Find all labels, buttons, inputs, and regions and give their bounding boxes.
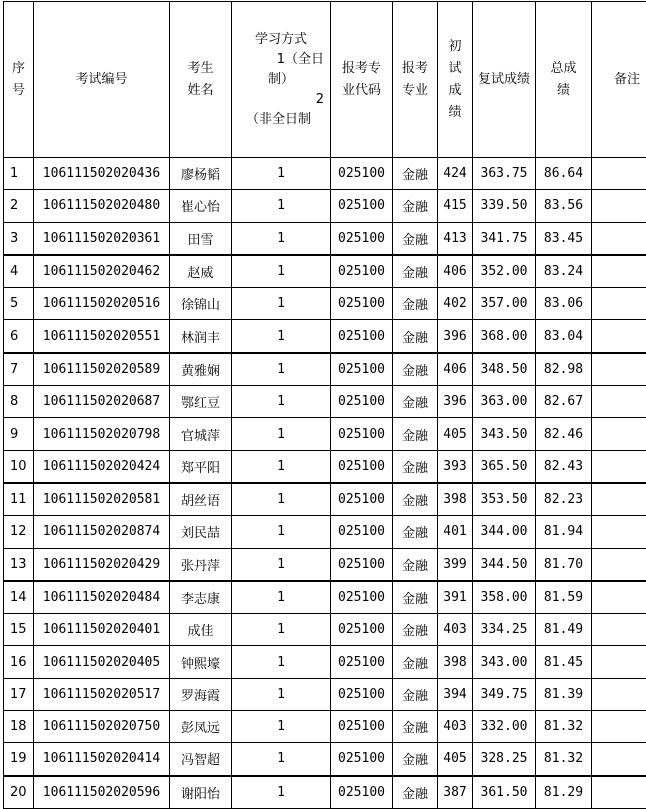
row-study-mode: 1 xyxy=(232,516,331,548)
row-total-score: 81.32 xyxy=(536,711,592,743)
row-prelim-score: 393 xyxy=(438,450,473,483)
row-major: 金融 xyxy=(393,776,438,809)
row-exam-no: 106111502020581 xyxy=(34,483,170,516)
row-name: 谢阳怡 xyxy=(170,776,232,809)
row-seq: 16 xyxy=(4,646,34,678)
row-name: 鄂红豆 xyxy=(170,386,232,418)
row-total-score: 81.94 xyxy=(536,516,592,548)
row-remark xyxy=(592,320,646,353)
header-name: 考生姓名 xyxy=(170,2,232,158)
row-retest-score: 343.50 xyxy=(473,418,536,450)
row-study-mode: 1 xyxy=(232,711,331,743)
row-name: 官城萍 xyxy=(170,418,232,450)
row-study-mode: 1 xyxy=(232,776,331,809)
row-total-score: 82.23 xyxy=(536,483,592,516)
table-row xyxy=(4,646,646,678)
row-study-mode: 1 xyxy=(232,320,331,353)
row-remark xyxy=(592,743,646,776)
row-remark xyxy=(592,548,646,581)
row-retest-score: 365.50 xyxy=(473,450,536,483)
row-remark xyxy=(592,516,646,548)
row-seq: 9 xyxy=(4,418,34,450)
row-study-mode: 1 xyxy=(232,386,331,418)
row-total-score: 81.45 xyxy=(536,646,592,678)
row-major: 金融 xyxy=(393,288,438,320)
row-seq: 6 xyxy=(4,320,34,353)
row-remark xyxy=(592,614,646,646)
row-retest-score: 339.50 xyxy=(473,190,536,222)
row-major-code: 025100 xyxy=(331,711,393,743)
header-prelim: 初试成绩 xyxy=(438,2,473,158)
row-exam-no: 106111502020414 xyxy=(34,743,170,776)
table-row xyxy=(4,222,646,255)
table-row xyxy=(4,516,646,548)
row-total-score: 81.59 xyxy=(536,581,592,614)
table-row xyxy=(4,548,646,581)
table-row xyxy=(4,614,646,646)
row-name: 彭凤远 xyxy=(170,711,232,743)
row-major-code: 025100 xyxy=(331,418,393,450)
row-remark xyxy=(592,646,646,678)
row-major: 金融 xyxy=(393,450,438,483)
row-seq: 15 xyxy=(4,614,34,646)
row-prelim-score: 398 xyxy=(438,483,473,516)
row-retest-score: 328.25 xyxy=(473,743,536,776)
row-seq: 4 xyxy=(4,255,34,288)
row-study-mode: 1 xyxy=(232,418,331,450)
row-seq: 12 xyxy=(4,516,34,548)
table-row xyxy=(4,418,646,450)
row-study-mode: 1 xyxy=(232,743,331,776)
row-major-code: 025100 xyxy=(331,320,393,353)
row-total-score: 83.24 xyxy=(536,255,592,288)
row-major: 金融 xyxy=(393,386,438,418)
table-row xyxy=(4,353,646,386)
row-exam-no: 106111502020480 xyxy=(34,190,170,222)
row-retest-score: 348.50 xyxy=(473,353,536,386)
row-total-score: 81.39 xyxy=(536,678,592,710)
row-exam-no: 106111502020687 xyxy=(34,386,170,418)
row-name: 刘民喆 xyxy=(170,516,232,548)
row-retest-score: 341.75 xyxy=(473,222,536,255)
row-major-code: 025100 xyxy=(331,776,393,809)
row-major-code: 025100 xyxy=(331,483,393,516)
row-study-mode: 1 xyxy=(232,158,331,190)
header-row xyxy=(4,2,646,158)
row-retest-score: 352.00 xyxy=(473,255,536,288)
row-major-code: 025100 xyxy=(331,614,393,646)
row-prelim-score: 415 xyxy=(438,190,473,222)
row-remark xyxy=(592,386,646,418)
header-major-code: 报考专业代码 xyxy=(331,2,393,158)
row-major: 金融 xyxy=(393,548,438,581)
row-major-code: 025100 xyxy=(331,222,393,255)
row-exam-no: 106111502020361 xyxy=(34,222,170,255)
row-name: 林润丰 xyxy=(170,320,232,353)
row-total-score: 83.06 xyxy=(536,288,592,320)
row-major: 金融 xyxy=(393,743,438,776)
header-retest: 复试成绩 xyxy=(473,2,536,158)
row-name: 张丹萍 xyxy=(170,548,232,581)
row-exam-no: 106111502020516 xyxy=(34,288,170,320)
table-row xyxy=(4,743,646,776)
header-remark: 备注 xyxy=(592,2,646,158)
table-row xyxy=(4,288,646,320)
row-exam-no: 106111502020429 xyxy=(34,548,170,581)
row-seq: 2 xyxy=(4,190,34,222)
row-major: 金融 xyxy=(393,614,438,646)
row-retest-score: 363.00 xyxy=(473,386,536,418)
row-total-score: 81.49 xyxy=(536,614,592,646)
row-prelim-score: 399 xyxy=(438,548,473,581)
row-major-code: 025100 xyxy=(331,743,393,776)
row-seq: 8 xyxy=(4,386,34,418)
row-major-code: 025100 xyxy=(331,581,393,614)
row-retest-score: 361.50 xyxy=(473,776,536,809)
row-seq: 1 xyxy=(4,158,34,190)
row-major-code: 025100 xyxy=(331,646,393,678)
row-total-score: 86.64 xyxy=(536,158,592,190)
row-major-code: 025100 xyxy=(331,158,393,190)
header-seq: 序号 xyxy=(4,2,34,158)
row-exam-no: 106111502020405 xyxy=(34,646,170,678)
row-prelim-score: 402 xyxy=(438,288,473,320)
row-seq: 5 xyxy=(4,288,34,320)
row-total-score: 83.56 xyxy=(536,190,592,222)
row-major: 金融 xyxy=(393,222,438,255)
row-seq: 14 xyxy=(4,581,34,614)
row-remark xyxy=(592,711,646,743)
row-seq: 17 xyxy=(4,678,34,710)
table-row xyxy=(4,581,646,614)
row-exam-no: 106111502020436 xyxy=(34,158,170,190)
row-prelim-score: 413 xyxy=(438,222,473,255)
row-prelim-score: 391 xyxy=(438,581,473,614)
row-prelim-score: 396 xyxy=(438,386,473,418)
header-major: 报考专业 xyxy=(393,2,438,158)
row-remark xyxy=(592,450,646,483)
row-study-mode: 1 xyxy=(232,255,331,288)
row-prelim-score: 424 xyxy=(438,158,473,190)
row-total-score: 81.32 xyxy=(536,743,592,776)
row-name: 钟熙壕 xyxy=(170,646,232,678)
row-retest-score: 334.25 xyxy=(473,614,536,646)
table-row xyxy=(4,320,646,353)
row-name: 徐锦山 xyxy=(170,288,232,320)
row-remark xyxy=(592,776,646,809)
row-prelim-score: 403 xyxy=(438,711,473,743)
row-total-score: 82.43 xyxy=(536,450,592,483)
row-total-score: 82.46 xyxy=(536,418,592,450)
row-prelim-score: 406 xyxy=(438,353,473,386)
row-prelim-score: 406 xyxy=(438,255,473,288)
row-study-mode: 1 xyxy=(232,548,331,581)
row-retest-score: 344.00 xyxy=(473,516,536,548)
row-retest-score: 363.75 xyxy=(473,158,536,190)
row-exam-no: 106111502020424 xyxy=(34,450,170,483)
row-major: 金融 xyxy=(393,483,438,516)
row-remark xyxy=(592,222,646,255)
row-remark xyxy=(592,483,646,516)
row-remark xyxy=(592,418,646,450)
row-name: 赵威 xyxy=(170,255,232,288)
row-name: 崔心怡 xyxy=(170,190,232,222)
row-total-score: 82.67 xyxy=(536,386,592,418)
row-major-code: 025100 xyxy=(331,678,393,710)
row-exam-no: 106111502020462 xyxy=(34,255,170,288)
row-remark xyxy=(592,158,646,190)
row-study-mode: 1 xyxy=(232,222,331,255)
row-major: 金融 xyxy=(393,581,438,614)
row-major-code: 025100 xyxy=(331,255,393,288)
row-major-code: 025100 xyxy=(331,450,393,483)
row-major: 金融 xyxy=(393,516,438,548)
row-retest-score: 343.00 xyxy=(473,646,536,678)
row-major: 金融 xyxy=(393,190,438,222)
row-study-mode: 1 xyxy=(232,483,331,516)
row-retest-score: 344.50 xyxy=(473,548,536,581)
row-retest-score: 368.00 xyxy=(473,320,536,353)
row-major-code: 025100 xyxy=(331,288,393,320)
row-study-mode: 1 xyxy=(232,288,331,320)
row-prelim-score: 401 xyxy=(438,516,473,548)
row-name: 成佳 xyxy=(170,614,232,646)
row-prelim-score: 387 xyxy=(438,776,473,809)
row-major: 金融 xyxy=(393,418,438,450)
row-major: 金融 xyxy=(393,320,438,353)
row-seq: 10 xyxy=(4,450,34,483)
row-exam-no: 106111502020874 xyxy=(34,516,170,548)
row-major-code: 025100 xyxy=(331,516,393,548)
row-seq: 19 xyxy=(4,743,34,776)
row-major-code: 025100 xyxy=(331,386,393,418)
row-remark xyxy=(592,190,646,222)
table-row xyxy=(4,678,646,710)
row-seq: 20 xyxy=(4,776,34,809)
row-prelim-score: 405 xyxy=(438,418,473,450)
row-exam-no: 106111502020484 xyxy=(34,581,170,614)
row-total-score: 81.70 xyxy=(536,548,592,581)
row-exam-no: 106111502020798 xyxy=(34,418,170,450)
row-major: 金融 xyxy=(393,646,438,678)
row-prelim-score: 396 xyxy=(438,320,473,353)
row-seq: 7 xyxy=(4,353,34,386)
table-row xyxy=(4,776,646,809)
row-name: 黄雅娴 xyxy=(170,353,232,386)
row-major: 金融 xyxy=(393,255,438,288)
row-study-mode: 1 xyxy=(232,614,331,646)
row-seq: 18 xyxy=(4,711,34,743)
row-major: 金融 xyxy=(393,711,438,743)
table-row xyxy=(4,190,646,222)
row-seq: 13 xyxy=(4,548,34,581)
table-row xyxy=(4,711,646,743)
row-study-mode: 1 xyxy=(232,450,331,483)
row-name: 廖杨韬 xyxy=(170,158,232,190)
row-exam-no: 106111502020401 xyxy=(34,614,170,646)
row-exam-no: 106111502020551 xyxy=(34,320,170,353)
row-seq: 11 xyxy=(4,483,34,516)
row-exam-no: 106111502020750 xyxy=(34,711,170,743)
row-major: 金融 xyxy=(393,678,438,710)
row-major: 金融 xyxy=(393,353,438,386)
row-remark xyxy=(592,353,646,386)
row-study-mode: 1 xyxy=(232,190,331,222)
row-name: 田雪 xyxy=(170,222,232,255)
row-name: 郑平阳 xyxy=(170,450,232,483)
row-exam-no: 106111502020596 xyxy=(34,776,170,809)
row-total-score: 83.45 xyxy=(536,222,592,255)
row-retest-score: 358.00 xyxy=(473,581,536,614)
table-row xyxy=(4,450,646,483)
row-remark xyxy=(592,678,646,710)
row-exam-no: 106111502020589 xyxy=(34,353,170,386)
row-study-mode: 1 xyxy=(232,581,331,614)
row-study-mode: 1 xyxy=(232,353,331,386)
row-prelim-score: 403 xyxy=(438,614,473,646)
row-total-score: 83.04 xyxy=(536,320,592,353)
row-retest-score: 353.50 xyxy=(473,483,536,516)
header-total: 总成绩 xyxy=(536,2,592,158)
row-name: 李志康 xyxy=(170,581,232,614)
table-row xyxy=(4,483,646,516)
table-row xyxy=(4,386,646,418)
row-remark xyxy=(592,255,646,288)
row-major-code: 025100 xyxy=(331,548,393,581)
row-study-mode: 1 xyxy=(232,646,331,678)
row-name: 冯智超 xyxy=(170,743,232,776)
row-seq: 3 xyxy=(4,222,34,255)
table-row xyxy=(4,255,646,288)
table-row xyxy=(4,158,646,190)
row-name: 胡丝语 xyxy=(170,483,232,516)
row-major-code: 025100 xyxy=(331,190,393,222)
row-study-mode: 1 xyxy=(232,678,331,710)
row-prelim-score: 398 xyxy=(438,646,473,678)
row-name: 罗海霞 xyxy=(170,678,232,710)
row-retest-score: 349.75 xyxy=(473,678,536,710)
row-prelim-score: 405 xyxy=(438,743,473,776)
row-exam-no: 106111502020517 xyxy=(34,678,170,710)
row-major-code: 025100 xyxy=(331,353,393,386)
row-remark xyxy=(592,288,646,320)
row-retest-score: 357.00 xyxy=(473,288,536,320)
score-table xyxy=(3,1,646,809)
header-exam-no: 考试编号 xyxy=(34,2,170,158)
row-major: 金融 xyxy=(393,158,438,190)
row-prelim-score: 394 xyxy=(438,678,473,710)
row-retest-score: 332.00 xyxy=(473,711,536,743)
row-remark xyxy=(592,581,646,614)
row-total-score: 82.98 xyxy=(536,353,592,386)
header-study-mode: 学习方式 1（全日 制） 2 （非全日制 xyxy=(232,2,331,158)
row-total-score: 81.29 xyxy=(536,776,592,809)
